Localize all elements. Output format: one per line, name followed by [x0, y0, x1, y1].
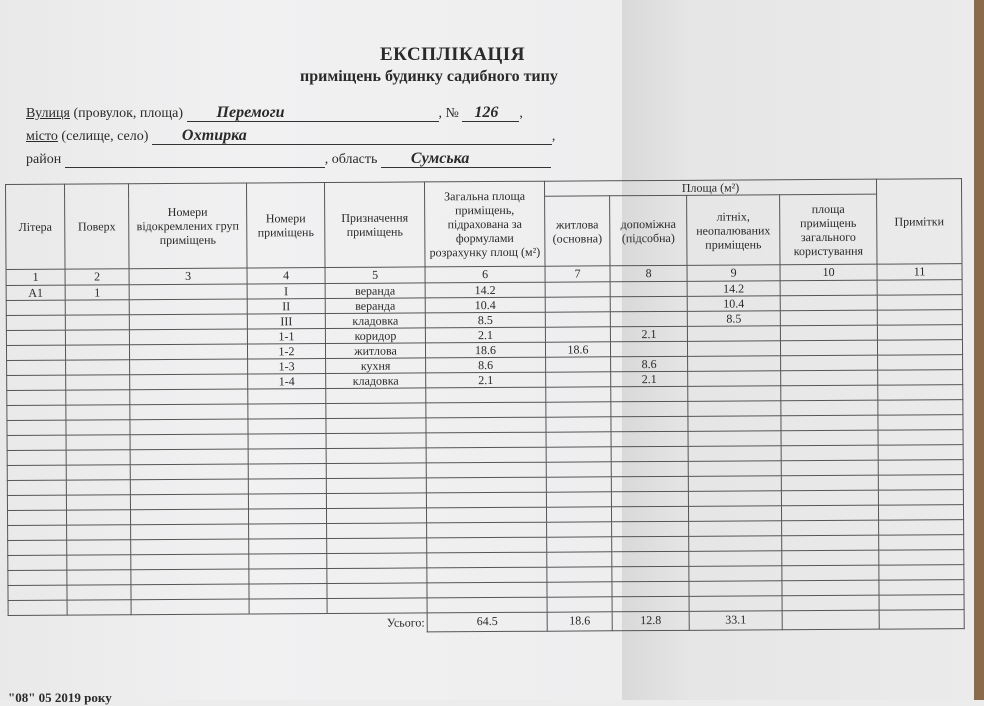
table-cell — [547, 537, 612, 552]
table-cell — [610, 281, 687, 296]
table-cell — [689, 521, 782, 537]
table-cell — [67, 570, 131, 585]
table-cell — [878, 490, 963, 506]
table-cell: 14.2 — [425, 282, 545, 298]
street-label: Вулиця — [26, 106, 70, 121]
table-cell — [612, 566, 689, 581]
table-cell — [611, 461, 688, 476]
table-cell — [426, 447, 546, 463]
table-cell — [65, 300, 129, 315]
city-label: місто — [26, 129, 58, 144]
table-cell — [611, 431, 688, 446]
table-cell: 8.6 — [611, 356, 688, 371]
header-area-group: Площа (м²) — [544, 179, 876, 196]
table-cell — [248, 419, 326, 434]
column-number: 9 — [687, 265, 780, 282]
table-cell — [688, 506, 781, 522]
table-cell — [326, 418, 426, 434]
table-cell — [130, 374, 248, 390]
table-cell — [782, 535, 879, 551]
table-cell — [427, 552, 547, 568]
table-cell: кухня — [326, 358, 426, 374]
table-cell — [547, 582, 612, 597]
table-cell — [877, 310, 962, 326]
table-cell: кладовка — [325, 313, 425, 329]
table-cell — [248, 479, 326, 494]
table-cell — [545, 282, 610, 297]
table-cell — [327, 568, 427, 584]
table-cell — [688, 476, 781, 492]
table-cell — [67, 585, 131, 600]
table-cell — [327, 523, 427, 539]
table-cell — [249, 524, 327, 539]
table-cell — [65, 330, 129, 345]
table-cell — [130, 494, 248, 510]
table-cell — [248, 494, 326, 509]
table-cell — [546, 432, 611, 447]
table-cell — [426, 477, 546, 493]
table-cell: 10.4 — [687, 296, 780, 312]
total-value: 33.1 — [689, 611, 782, 630]
table-cell: веранда — [325, 298, 425, 314]
table-cell — [248, 434, 326, 449]
table-cell — [612, 536, 689, 551]
table-cell — [131, 584, 249, 600]
table-cell — [878, 415, 963, 431]
table-cell — [130, 389, 248, 405]
table-cell: веранда — [325, 283, 425, 299]
table-cell — [546, 477, 611, 492]
district-value — [65, 150, 325, 168]
table-cell — [689, 551, 782, 567]
table-cell — [426, 462, 546, 478]
table-cell — [427, 522, 547, 538]
table-cell — [688, 446, 781, 462]
table-cell — [129, 284, 247, 300]
table-cell: 2.1 — [425, 327, 545, 343]
table-cell — [878, 430, 963, 446]
table-cell — [7, 405, 66, 420]
table-cell — [249, 539, 327, 554]
column-number: 2 — [65, 269, 129, 285]
table-cell: 10.4 — [425, 297, 545, 313]
table-cell — [688, 491, 781, 507]
table-cell — [546, 492, 611, 507]
table-cell — [426, 507, 546, 523]
table-cell — [689, 596, 782, 612]
table-cell — [878, 460, 963, 476]
table-cell — [688, 461, 781, 477]
street-hint: (провулок, площа) — [73, 106, 184, 121]
table-cell — [427, 567, 547, 583]
table-cell — [780, 325, 877, 341]
table-cell — [688, 416, 781, 432]
date-footer: "08" 05 2019 року — [8, 690, 112, 705]
table-cell — [426, 387, 546, 403]
table-cell — [878, 505, 963, 521]
header-floor: Поверх — [65, 184, 130, 269]
table-cell — [689, 581, 782, 597]
table-cell — [248, 404, 326, 419]
table-cell — [7, 420, 66, 435]
region-value: Сумська — [381, 150, 551, 168]
table-cell: II — [247, 299, 325, 314]
table-cell — [688, 356, 781, 372]
table-cell — [546, 372, 611, 387]
table-cell — [327, 553, 427, 569]
table-cell — [130, 464, 248, 480]
table-cell — [326, 508, 426, 524]
column-number: 4 — [247, 268, 325, 284]
table-cell — [611, 416, 688, 431]
total-value — [782, 610, 879, 629]
table-cell — [6, 345, 65, 360]
table-cell — [7, 390, 66, 405]
table-cell — [131, 554, 249, 570]
table-cell — [7, 465, 66, 480]
table-cell: коридор — [325, 328, 425, 344]
table-cell: 8.5 — [425, 312, 545, 328]
document-subtitle: приміщень будинку садибного типу — [300, 68, 558, 85]
table-cell — [611, 476, 688, 491]
table-cell — [547, 567, 612, 582]
table-cell — [131, 569, 249, 585]
table-cell — [546, 357, 611, 372]
table-cell: 18.6 — [545, 342, 610, 357]
table-cell — [7, 375, 66, 390]
table-cell — [545, 327, 610, 342]
table-cell — [611, 401, 688, 416]
table-cell — [879, 520, 964, 536]
table-cell — [326, 478, 426, 494]
table-cell — [781, 475, 878, 491]
table-cell — [611, 491, 688, 506]
table-cell — [546, 417, 611, 432]
table-cell — [546, 507, 611, 522]
table-cell — [879, 535, 964, 551]
table-cell — [546, 402, 611, 417]
table-cell — [782, 595, 879, 611]
table-cell — [782, 520, 879, 536]
table-cell — [66, 480, 130, 495]
table-cell — [879, 550, 964, 566]
table-cell — [249, 554, 327, 569]
table-cell — [67, 540, 131, 555]
table-cell — [6, 300, 65, 315]
table-cell — [66, 465, 130, 480]
table-cell — [7, 450, 66, 465]
table-cell — [130, 509, 248, 525]
table-cell: 1-3 — [248, 359, 326, 374]
header-room-numbers: Номери приміщень — [246, 183, 325, 268]
table-cell — [129, 344, 247, 360]
table-cell — [780, 280, 877, 296]
table-cell — [879, 580, 964, 596]
table-cell — [65, 345, 129, 360]
table-cell — [66, 420, 130, 435]
header-auxiliary: допоміжна (підсобна) — [610, 195, 687, 265]
table-cell — [427, 537, 547, 553]
table-cell — [545, 312, 610, 327]
table-cell: кладовка — [326, 373, 426, 389]
table-cell — [131, 524, 249, 540]
table-cell — [326, 493, 426, 509]
table-cell — [248, 464, 326, 479]
table-cell — [427, 582, 547, 598]
number-value: 126 — [462, 104, 519, 122]
table-cell — [327, 598, 427, 614]
table-cell — [781, 460, 878, 476]
table-cell — [879, 595, 964, 611]
table-cell — [877, 340, 962, 356]
table-cell: 2.1 — [610, 326, 687, 341]
table-cell — [547, 522, 612, 537]
district-line: район , область Сумська — [26, 150, 551, 168]
street-value: Перемоги — [187, 104, 439, 122]
table-cell — [326, 463, 426, 479]
table-cell — [780, 310, 877, 326]
column-number: 8 — [610, 265, 687, 281]
table-cell — [326, 433, 426, 449]
table-cell — [66, 390, 130, 405]
table-cell — [130, 419, 248, 435]
table-cell: 1 — [65, 285, 129, 300]
table-cell — [426, 402, 546, 418]
table-cell — [688, 371, 781, 387]
table-cell — [546, 387, 611, 402]
table-cell — [130, 434, 248, 450]
table-cell — [66, 450, 130, 465]
table-cell — [611, 506, 688, 521]
table-cell — [612, 581, 689, 596]
table-cell — [688, 401, 781, 417]
book-edge — [974, 0, 984, 700]
table-cell — [547, 597, 612, 612]
table-cell — [781, 400, 878, 416]
table-cell: I — [247, 284, 325, 299]
table-cell — [66, 360, 130, 375]
table-cell — [781, 355, 878, 371]
table-cell — [66, 510, 130, 525]
column-number: 7 — [545, 266, 610, 282]
table-cell — [782, 565, 879, 581]
city-hint: (селище, село) — [61, 129, 149, 144]
total-value: 64.5 — [427, 612, 547, 631]
table-cell — [879, 565, 964, 581]
table-cell — [8, 525, 67, 540]
table-cell — [130, 404, 248, 420]
table-cell — [780, 295, 877, 311]
column-number: 1 — [6, 269, 65, 285]
table-cell — [545, 297, 610, 312]
table-cell — [878, 475, 963, 491]
header-summer: літніх, неопалюваних приміщень — [687, 195, 780, 266]
column-number: 5 — [325, 267, 425, 284]
table-cell — [687, 326, 780, 342]
table-cell — [7, 480, 66, 495]
table-cell — [248, 389, 326, 404]
table-cell — [7, 495, 66, 510]
header-litera: Літера — [6, 184, 66, 269]
total-value: 12.8 — [612, 611, 689, 630]
header-purpose: Призначення приміщень — [324, 182, 425, 268]
table-cell: III — [247, 314, 325, 329]
table-cell — [546, 447, 611, 462]
table-cell — [781, 385, 878, 401]
table-cell — [782, 550, 879, 566]
table-cell — [610, 311, 687, 326]
total-label: Усього: — [386, 614, 425, 630]
table-cell — [8, 555, 67, 570]
table-cell — [67, 525, 131, 540]
total-value: 18.6 — [547, 612, 612, 631]
table-cell — [610, 341, 687, 356]
district-label: район — [26, 152, 62, 167]
total-value — [879, 610, 964, 629]
column-number: 3 — [129, 268, 247, 285]
table-cell — [547, 552, 612, 567]
table-cell — [781, 505, 878, 521]
table-cell — [7, 360, 66, 375]
table-cell — [687, 341, 780, 357]
table-cell — [249, 599, 327, 614]
city-line: місто (селище, село) Охтирка , — [26, 127, 556, 144]
table-cell — [67, 600, 131, 615]
table-cell — [610, 296, 687, 311]
table-cell: 18.6 — [425, 342, 545, 358]
table-cell — [8, 600, 67, 615]
table-cell — [612, 551, 689, 566]
table-cell — [781, 445, 878, 461]
table-cell: 8.5 — [687, 311, 780, 327]
table-cell — [611, 446, 688, 461]
table-cell — [131, 539, 249, 555]
table-cell — [878, 400, 963, 416]
table-cell — [780, 340, 877, 356]
number-label: № — [445, 106, 459, 121]
region-label: область — [331, 152, 378, 167]
table-cell — [426, 492, 546, 508]
table-cell: 2.1 — [611, 371, 688, 386]
table-cell — [130, 359, 248, 375]
table-cell — [782, 580, 879, 596]
table-cell — [878, 385, 963, 401]
table-cell — [6, 330, 65, 345]
table-cell — [427, 597, 547, 613]
table-cell — [877, 280, 962, 296]
table-cell — [878, 445, 963, 461]
table-cell — [248, 509, 326, 524]
explication-table — [5, 178, 965, 634]
column-number: 6 — [425, 266, 545, 283]
table-cell — [546, 462, 611, 477]
table-cell — [131, 599, 249, 615]
table-cell: 1-2 — [247, 344, 325, 359]
header-notes: Примітки — [876, 179, 962, 265]
table-cell — [66, 495, 130, 510]
table-cell — [689, 566, 782, 582]
table-cell — [7, 435, 66, 450]
table-cell — [8, 540, 67, 555]
table-cell — [611, 386, 688, 401]
document-title: ЕКСПЛІКАЦІЯ — [380, 44, 525, 65]
table-cell — [327, 583, 427, 599]
table-cell — [129, 329, 247, 345]
table-cell — [612, 596, 689, 611]
table-cell — [7, 510, 66, 525]
table-cell — [130, 449, 248, 465]
column-number: 11 — [877, 264, 962, 281]
table-cell — [688, 431, 781, 447]
header-living: житлова (основна) — [545, 196, 610, 266]
table-cell: 2.1 — [426, 372, 546, 388]
table-cell — [326, 388, 426, 404]
header-common: площа приміщень загального користування — [780, 194, 877, 265]
table-cell — [326, 448, 426, 464]
table-cell — [426, 417, 546, 433]
table-cell — [688, 386, 781, 402]
table-cell — [689, 536, 782, 552]
table-cell — [877, 295, 962, 311]
table-cell — [781, 490, 878, 506]
table-cell — [249, 569, 327, 584]
table-cell — [66, 435, 130, 450]
table-cell — [326, 403, 426, 419]
table-cell — [878, 370, 963, 386]
table-cell: А1 — [6, 285, 65, 300]
table-cell — [130, 479, 248, 495]
column-number: 10 — [780, 264, 877, 281]
table-cell — [249, 584, 327, 599]
table-cell — [8, 585, 67, 600]
header-groups: Номери відокремлених груп приміщень — [129, 183, 248, 269]
table-cell — [129, 299, 247, 315]
table-cell — [781, 430, 878, 446]
table-cell: 14.2 — [687, 281, 780, 297]
table-cell — [781, 370, 878, 386]
table-cell: житлова — [325, 343, 425, 359]
table-cell — [426, 432, 546, 448]
table-cell — [612, 521, 689, 536]
table-cell — [878, 355, 963, 371]
table-cell — [327, 538, 427, 554]
table-cell — [248, 449, 326, 464]
header-total-area: Загальна площа приміщень, підрахована за формулами розрахунку площ (м²) — [424, 181, 545, 267]
table-cell — [129, 314, 247, 330]
table-cell — [66, 405, 130, 420]
table-cell — [67, 555, 131, 570]
table-cell — [877, 325, 962, 341]
table-cell: 1-4 — [248, 374, 326, 389]
city-value: Охтирка — [152, 127, 552, 145]
table-cell: 8.6 — [426, 357, 546, 373]
table-cell — [6, 315, 65, 330]
table-cell — [65, 315, 129, 330]
table-cell: 1-1 — [247, 329, 325, 344]
table-cell — [781, 415, 878, 431]
table-cell — [66, 375, 130, 390]
table-cell — [8, 570, 67, 585]
street-line: Вулиця (провулок, площа) Перемоги , № 126 , — [26, 104, 523, 121]
